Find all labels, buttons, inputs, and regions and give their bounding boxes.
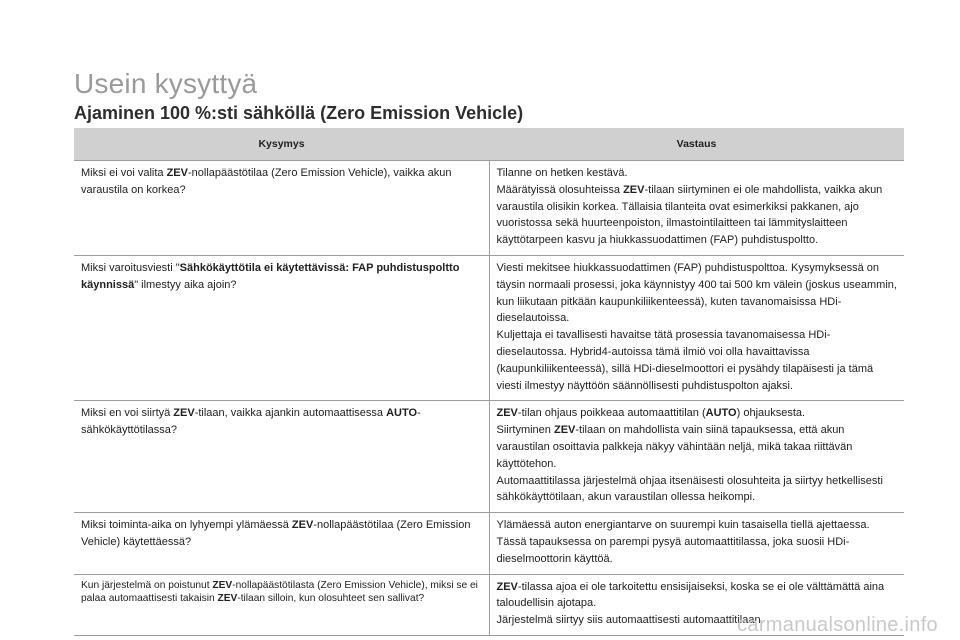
answer-paragraph xyxy=(497,422,898,472)
answer-cell xyxy=(489,161,904,256)
bold-term: ZEV xyxy=(623,183,645,196)
watermark: carmanualsonline.info xyxy=(737,614,938,636)
text-segment: Tilanne on hetken kestävä. xyxy=(496,167,628,179)
answer-paragraph xyxy=(497,405,898,422)
bold-term: ZEV xyxy=(173,407,195,420)
answer-paragraph xyxy=(497,327,898,394)
answer-cell xyxy=(489,401,904,513)
bold-term: ZEV xyxy=(212,579,233,591)
text-segment: Miksi toiminta-aika on lyhyempi ylämäessä xyxy=(81,519,292,532)
text-segment: -nollapäästötilaa (Zero Emission Vehicle) käytettäessä? xyxy=(81,519,471,548)
faq-table-body xyxy=(74,161,904,636)
table-row xyxy=(74,255,904,400)
answer-paragraph xyxy=(497,534,898,568)
answer-paragraph xyxy=(497,517,898,534)
bold-term: ZEV xyxy=(553,424,576,437)
answer-paragraph xyxy=(497,182,898,249)
question-paragraph xyxy=(81,579,482,606)
answer-paragraph xyxy=(497,165,898,182)
answer-cell xyxy=(489,255,904,400)
answer-paragraph xyxy=(497,473,898,507)
table-row xyxy=(74,161,904,256)
table-row xyxy=(74,513,904,574)
question-paragraph xyxy=(81,260,482,294)
answer-cell xyxy=(489,513,904,574)
page-title: Usein kysyttyä xyxy=(74,68,258,99)
faq-table xyxy=(74,128,904,636)
question-cell xyxy=(74,401,489,513)
text-segment: -tilassa ajoa ei ole tarkoitettu ensisijaiseksi, koska se ei ole välttämättä aina taloudellisin ajotapa. xyxy=(496,580,885,610)
question-paragraph xyxy=(81,517,482,551)
text-segment: -tilaan on mahdollista vain siinä tapauksessa, että akun varaustilan osoittavia palkkeja näkyy vähintään neljä, mikä takaa riittävän käyttötehon. xyxy=(496,424,853,470)
text-segment: Kun järjestelmä on poistunut xyxy=(81,579,213,591)
question-cell xyxy=(74,255,489,400)
question-cell xyxy=(74,161,489,256)
text-segment: -nollapäästötilasta (Zero Emission Vehicle), miksi se ei palaa automaattisesti takaisin xyxy=(81,579,478,605)
text-segment: Viesti mekitsee hiukkassuodattimen (FAP) puhdistuspolttoa. Kysymyksessä on täysin normaali prosessi, joka käynnistyy 400 tai 500 km välein (joskus useammin, kun liikutaan pitkään kaupunkiliikenteessä), kuten tavanomaisissa HDi-dieselautoissa. xyxy=(496,261,897,325)
text-segment: -tilaan siirtyminen ei ole mahdollista, vaikka akun varaustila olisikin korkea. Tällaisia tilanteita ovat esimerkiksi pakkanen, ajo vuoristossa sekä huurteenpoiston, ilmastointilaitteen tai lämmityslaitteen käyttötarpeen kasvu ja hiukkassuodattimen (FAP) puhdistuspoltto. xyxy=(496,183,883,247)
answer-paragraph xyxy=(497,579,898,613)
column-header-question: Kysymys xyxy=(74,128,489,161)
bold-term: Sähkökäyttötila ei käytettävissä: FAP puhdistuspoltto käynnissä xyxy=(81,261,460,291)
text-segment: Määrätyissä olosuhteissa xyxy=(496,183,624,196)
text-segment: Kuljettaja ei tavallisesti havaitse tätä prosessia tavanomaisessa HDi-dieselautossa. Hybrid4-autoissa tämä ilmiö voi olla havaittavissa (kaupunkiliikenteessä), sillä HDi-dieselmoottori ei pysähdy tilapäisesti ja tämä viesti ilmestyy näyttöön säännöllisesti puhdistuspolton ajaksi. xyxy=(496,329,874,392)
bold-term: AUTO xyxy=(705,407,737,420)
table-header-row xyxy=(74,128,904,161)
text-segment: Miksi ei voi valita xyxy=(81,167,167,179)
bold-term: ZEV xyxy=(291,519,314,532)
question-cell xyxy=(74,574,489,635)
column-header-answer: Vastaus xyxy=(489,128,904,161)
text-segment: Siirtyminen xyxy=(496,424,554,437)
question-paragraph xyxy=(81,405,482,439)
text-segment: Järjestelmä siirtyy siis automaattisesti automaattitilaan. xyxy=(496,614,764,627)
text-segment: Automaattitilassa järjestelmä ohjaa itsenäisesti olosuhteita ja siirtyy hetkellisesti sähkökäyttötilaan, akun varaustilan ollessa heikompi. xyxy=(496,474,883,504)
bold-term: ZEV xyxy=(166,167,188,179)
bold-term: ZEV xyxy=(496,407,518,420)
section-title: Ajaminen 100 %:sti sähköllä (Zero Emission Vehicle) xyxy=(74,103,524,123)
question-paragraph xyxy=(81,165,482,199)
text-segment: Tässä tapauksessa on parempi pysyä automaattitilassa, joka suosii HDi-dieselmoottorin käyttöä. xyxy=(496,535,850,565)
text-segment: Miksi en voi siirtyä xyxy=(81,407,174,420)
bold-term: ZEV xyxy=(496,580,518,593)
text-segment: " ilmestyy aika ajoin? xyxy=(134,278,237,291)
bold-term: AUTO xyxy=(386,407,418,420)
text-segment: -sähkökäyttötilassa? xyxy=(81,407,421,437)
question-cell xyxy=(74,513,489,574)
text-segment: Ylämäessä auton energiantarve on suurempi kuin tasaisella tiellä ajettaessa. xyxy=(496,519,870,532)
text-segment: Miksi varoitusviesti " xyxy=(81,261,180,274)
text-segment: -tilaan silloin, kun olosuhteet sen sallivat? xyxy=(237,593,425,605)
answer-paragraph xyxy=(497,260,898,327)
text-segment: -tilaan, vaikka ajankin automaattisessa xyxy=(194,407,387,420)
table-row xyxy=(74,401,904,513)
text-segment: ) ohjauksesta. xyxy=(736,407,806,420)
text-segment: -tilan ohjaus poikkeaa automaattitilan ( xyxy=(517,407,706,420)
text-segment: -nollapäästötilaa (Zero Emission Vehicle), vaikka akun varaustila on korkea? xyxy=(81,167,452,196)
bold-term: ZEV xyxy=(217,593,238,605)
